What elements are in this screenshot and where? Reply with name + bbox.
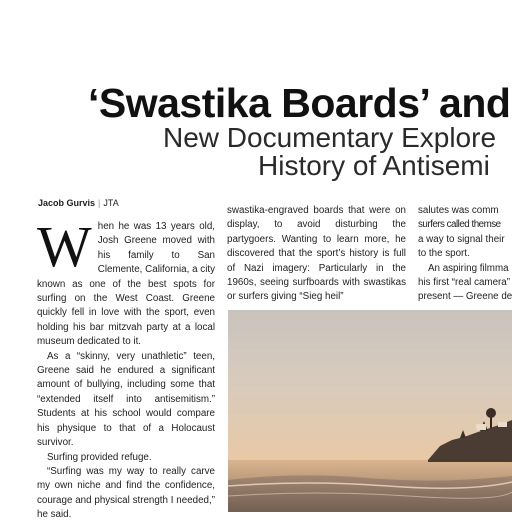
- column-3-line: a way to signal their: [418, 233, 505, 245]
- column-3-line: his first “real camera”: [418, 277, 510, 289]
- column-3-line: present — Greene de: [418, 291, 512, 303]
- paragraph: Surfing provided refuge.: [47, 451, 152, 463]
- beach-scene-illustration: [228, 310, 512, 512]
- column-3-line: An aspiring filmma: [428, 262, 509, 274]
- column-3-line: to the sport.: [418, 248, 470, 260]
- paragraph: “Surfing was my way to really carve my own niche and find the confidence, courage and physical strength I needed,” he said.: [37, 465, 215, 521]
- byline: [38, 197, 119, 209]
- paragraph: hen he was 13 years old, Josh Greene moved with his family to San Clemente, California, a city known as one of the best spots for surfing on the West Coast. Greene quickly fell in love with the sport, even holding his bar mitzvah party at a local museum dedicated to it.: [37, 221, 215, 348]
- outlet-name: JTA: [103, 198, 119, 208]
- paragraph: swastika-engraved boards that were on display, to avoid disturbing the partygoers. Wanting to learn more, he discovered that the sport’s history is full of Nazi imagery: Particularly in the 1960s, seeing surfboards with swastikas or surfers giving “Sieg heil”: [227, 205, 406, 303]
- author-name: Jacob Gurvis: [38, 198, 96, 208]
- article-column-1: [37, 214, 215, 523]
- paragraph: As a “skinny, very unathletic” teen, Greene said he endured a significant amount of bullying, including some that “extended itself into antisemitism.” Students at his school would compare his physique to that of a Holocaust survivor.: [37, 350, 215, 449]
- subheadline-line-2: History of Antisemi: [258, 150, 490, 181]
- drop-cap: W: [37, 214, 92, 279]
- beach-sunset-photo: [228, 310, 512, 512]
- column-3-line: salutes was comm: [418, 205, 499, 216]
- article-column-3: [418, 204, 512, 305]
- subheadline-line-1: New Documentary Explore: [163, 122, 497, 153]
- byline-separator: |: [98, 198, 101, 208]
- headline: ‘Swastika Boards’ and: [88, 80, 511, 126]
- article-column-2: [227, 204, 406, 305]
- column-3-line: surfers called themse: [418, 219, 501, 231]
